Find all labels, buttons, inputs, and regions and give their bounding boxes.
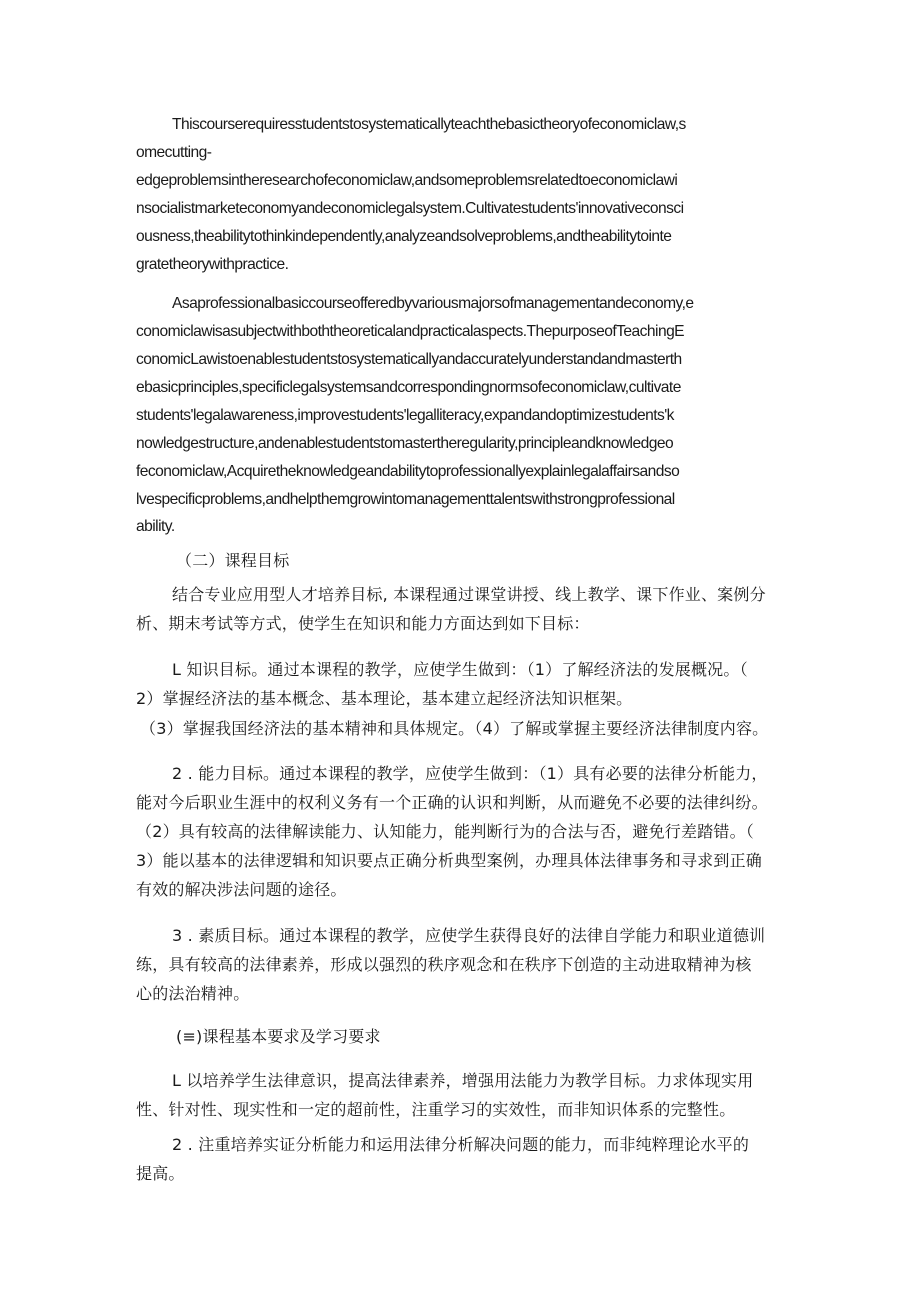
text-line: conomicLawistoenablestudentstosystematicallyandaccuratelyunderstandandmasterth — [136, 351, 682, 368]
text-line: conomiclawisasubjectwithboththeoreticalandpracticalaspects.ThepurposeofTeachingE — [136, 323, 685, 340]
text-line: 练，具有较高的法律素养，形成以强烈的秩序观念和在秩序下创造的主动进取精神为核 — [136, 955, 752, 974]
text-line: edgeproblemsintheresearchofeconomiclaw,andsomeproblemsrelatedtoeconomiclawi — [136, 172, 678, 189]
text-line: 3）能以基本的法律逻辑和知识要点正确分析典型案例，办理具体法律事务和寻求到正确 — [136, 851, 762, 870]
text-line: lvespecificproblems,andhelpthemgrowintomanagementtalentswithstrongprofessional — [136, 491, 675, 508]
text-line: 结合专业应用型人才培养目标, 本课程通过课堂讲授、线上教学、课下作业、案例分 — [172, 585, 766, 604]
text-line: ebasicprinciples,specificlegalsystemsandcorrespondingnormsofeconomiclaw,cultivate — [136, 379, 681, 396]
text-line: students'legalawareness,improvestudents'legalliteracy,expandandoptimizestudents'k — [136, 407, 674, 424]
text-line: 提高。 — [136, 1164, 185, 1183]
text-line: 3 . 素质目标。通过本课程的教学，应使学生获得良好的法律自学能力和职业道德训 — [172, 926, 766, 945]
text-line: 析、期末考试等方式，使学生在知识和能力方面达到如下目标： — [136, 614, 590, 633]
text-line: （2）具有较高的法律解读能力、认知能力，能判断行为的合法与否，避免行差踏错。（ — [136, 822, 754, 841]
text-line: feconomiclaw,Acquiretheknowledgeandabilitytoprofessionallyexplainlegalaffairsandso — [136, 463, 680, 480]
text-line: gratetheorywithpractice. — [136, 256, 289, 273]
text-line: ability. — [136, 518, 175, 535]
text-line: L 以培养学生法律意识，提高法律素养，增强用法能力为教学目标。力求体现实用 — [172, 1071, 754, 1090]
section-heading-requirements: (≡)课程基本要求及学习要求 — [176, 1027, 381, 1046]
text-line: nsocialistmarketeconomyandeconomiclegalsystem.Cultivatestudents'innovativeconsci — [136, 200, 684, 217]
text-line: 能对今后职业生涯中的权利义务有一个正确的认识和判断，从而避免不必要的法律纠纷。 — [136, 793, 768, 812]
text-line: （3）掌握我国经济法的基本精神和具体规定。（4）了解或掌握主要经济法律制度内容。 — [140, 719, 769, 738]
text-line: Thiscourserequiresstudentstosystematicallyteachthebasictheoryofeconomiclaw,s — [172, 116, 686, 133]
text-line: 2）掌握经济法的基本概念、基本理论，基本建立起经济法知识框架。 — [136, 689, 633, 708]
text-line: omecutting- — [136, 144, 212, 161]
text-line: 2 . 能力目标。通过本课程的教学，应使学生做到：（1）具有必要的法律分析能力， — [172, 764, 768, 783]
section-heading-course-objectives: （二）课程目标 — [176, 551, 290, 570]
text-line: Asaprofessionalbasiccourseofferedbyvariousmajorsofmanagementandeconomy,e — [172, 295, 694, 312]
text-line: ousness,theabilitytothinkindependently,analyzeandsolveproblems,andtheabilitytointe — [136, 228, 672, 245]
text-line: L 知识目标。通过本课程的教学，应使学生做到：（1）了解经济法的发展概况。（ — [172, 660, 748, 679]
text-line: 2 . 注重培养实证分析能力和运用法律分析解决问题的能力，而非纯粹理论水平的 — [172, 1135, 750, 1154]
text-line: nowledgestructure,andenablestudentstomastertheregularity,principleandknowledgeo — [136, 435, 674, 452]
text-line: 有效的解决涉法问题的途径。 — [136, 880, 347, 899]
text-line: 性、针对性、现实性和一定的超前性，注重学习的实效性，而非知识体系的完整性。 — [136, 1100, 736, 1119]
text-line: 心的法治精神。 — [136, 984, 250, 1003]
